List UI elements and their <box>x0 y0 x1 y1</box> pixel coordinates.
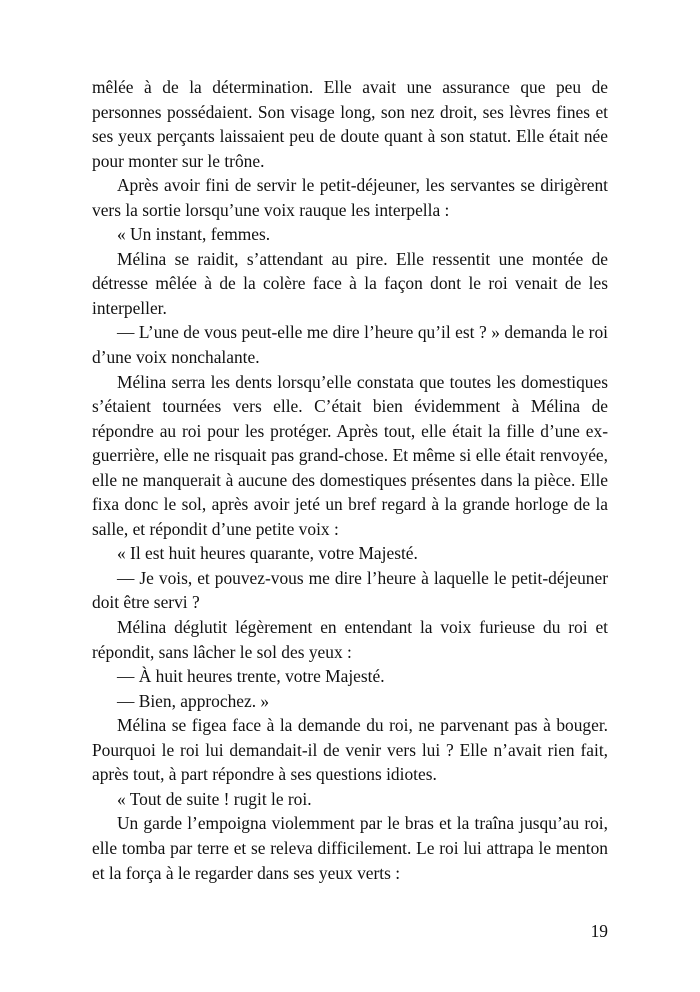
page-number: 19 <box>590 921 608 941</box>
paragraph: — L’une de vous peut-elle me dire l’heure qu’il est ? » demanda le roi d’une voix nonchalante. <box>92 322 608 368</box>
paragraph: « Tout de suite ! rugit le roi. <box>117 788 312 809</box>
paragraph: « Il est huit heures quarante, votre Majesté. <box>117 543 418 564</box>
paragraph: « Un instant, femmes. <box>117 224 271 245</box>
paragraph: — À huit heures trente, votre Majesté. <box>117 666 385 687</box>
paragraph: — Je vois, et pouvez-vous me dire l’heure à laquelle le petit-déjeuner doit être servi ? <box>92 567 608 613</box>
paragraph: Mélina déglutit légèrement en entendant la voix furieuse du roi et répondit, sans lâcher le sol des yeux : <box>92 617 608 662</box>
paragraph: Un garde l’empoigna violemment par le bras et la traîna jusqu’au roi, elle tomba par terre et se releva difficilement. Le roi lui attrapa le menton et la força à le regarder dans ses yeux verts : <box>92 813 608 883</box>
paragraph: — Bien, approchez. » <box>117 690 270 711</box>
paragraph: Mélina se raidit, s’attendant au pire. Elle ressentit une montée de détresse mêlée à de la colère face à la façon dont le roi venait de les interpeller. <box>92 248 608 318</box>
paragraph: Mélina serra les dents lorsqu’elle constata que toutes les domestiques s’étaient tournées vers elle. C’était bien évidemment à Mélina de répondre au roi pour les protéger. Après tout, elle était la fille d’une ex-guerrière, elle ne risquait pas grand-chose. Et même si elle était renvoyée, elle ne manquerait à aucune des domestiques présentes dans la pièce. Elle fixa donc le sol, après avoir jeté un bref regard à la grande horloge de la salle, et répondit d’une petite voix : <box>92 371 608 539</box>
body-text <box>92 75 608 885</box>
paragraph: Mélina se figea face à la demande du roi, ne parvenant pas à bouger. Pourquoi le roi lui demandait-il de venir vers lui ? Elle n’avait rien fait, après tout, à part répondre à ses questions idiotes. <box>92 715 608 785</box>
paragraph: mêlée à de la détermination. Elle avait une assurance que peu de personnes possédaient. Son visage long, son nez droit, ses lèvres fines et ses yeux perçants laissaient peu de doute quant à son statut. Elle était née pour monter sur le trône. <box>92 77 608 171</box>
paragraph: Après avoir fini de servir le petit-déjeuner, les servantes se dirigèrent vers la sortie lorsqu’une voix rauque les interpella : <box>92 175 608 220</box>
